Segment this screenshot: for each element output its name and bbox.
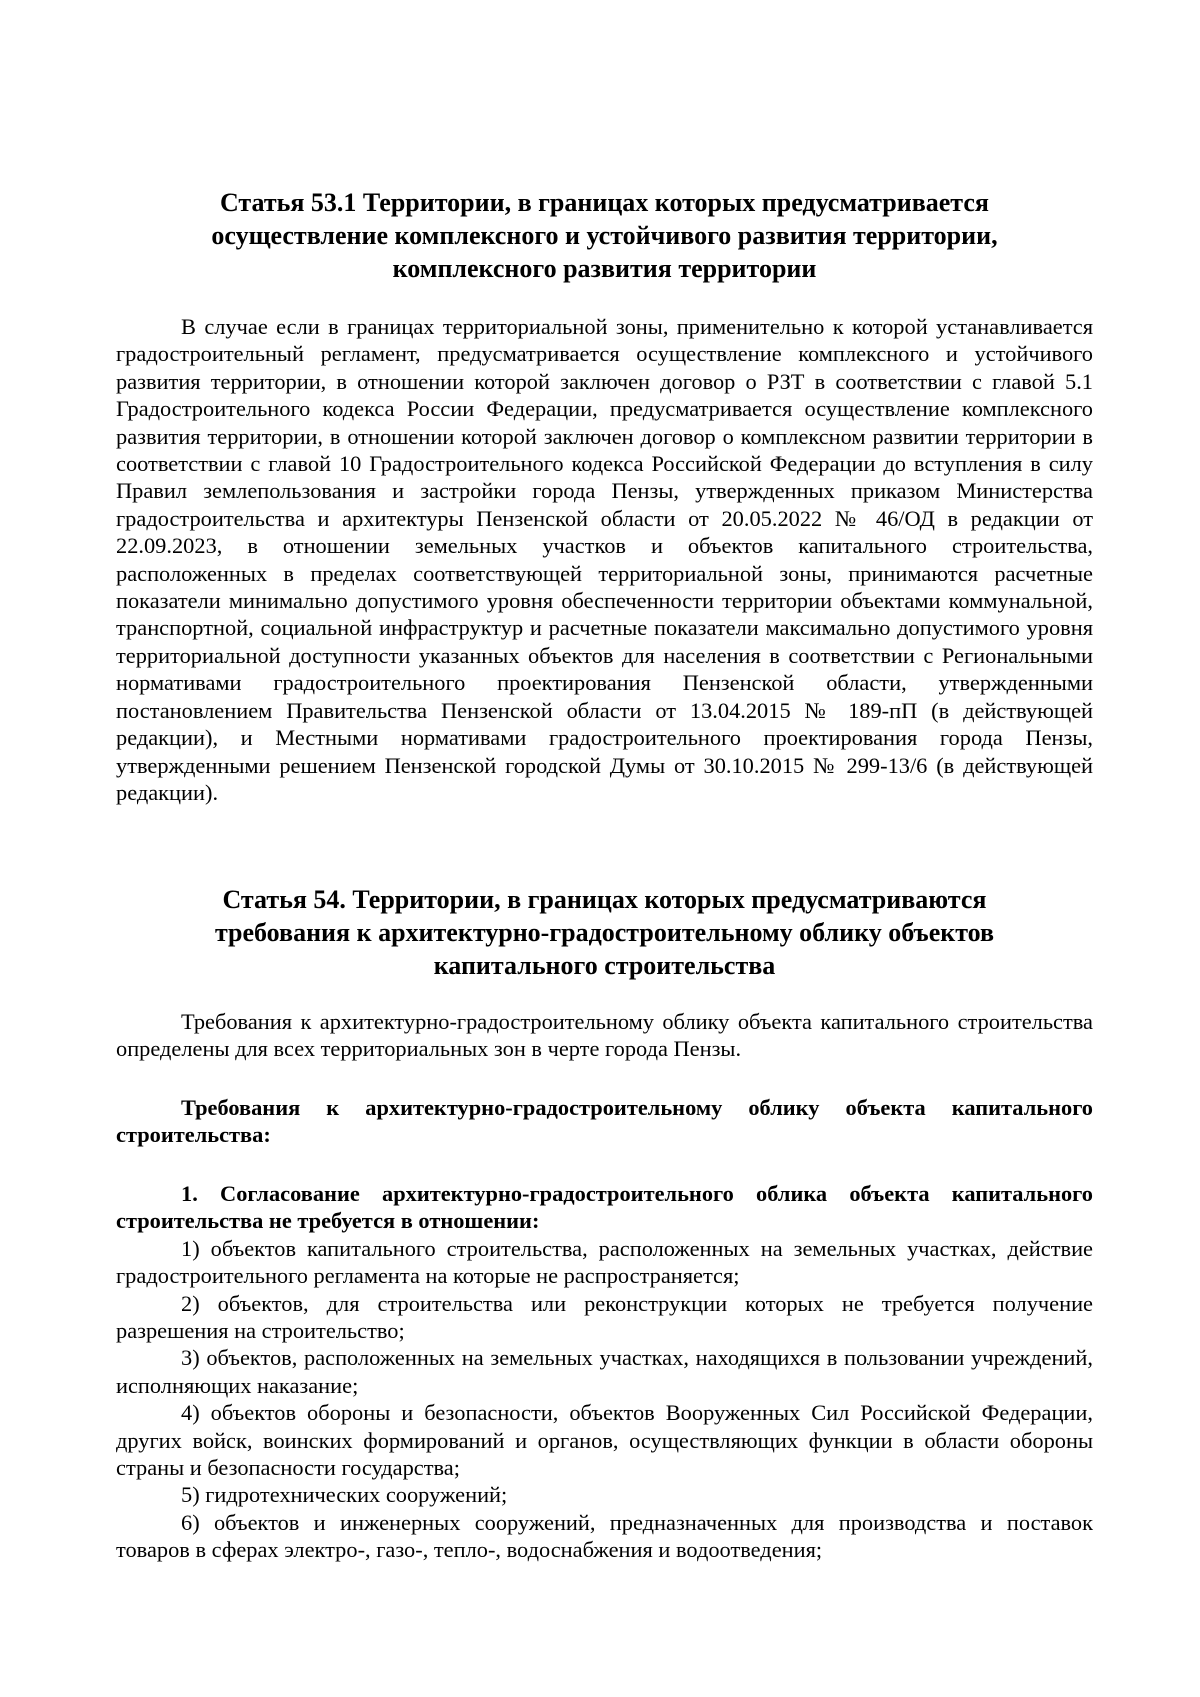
list-item: 4) объектов обороны и безопасности, объектов Вооруженных Сил Российской Федерации, других войск, воинских формирований и органов, осуществляющих функции в области обороны страны и безопасности государства; [116, 1400, 1093, 1481]
list-item: 1) объектов капитального строительства, расположенных на земельных участках, действие градостроительного регламента на которые не распространяется; [116, 1235, 1093, 1289]
title-line: комплексного развития территории [392, 254, 817, 283]
article-53-1-title [116, 186, 1093, 285]
list-item: 3) объектов, расположенных на земельных участках, находящихся в пользовании учреждений, исполняющих наказание; [116, 1345, 1093, 1398]
article-54-title [116, 883, 1093, 982]
requirements-heading: Требования к архитектурно-градостроительному облику объекта капитального строительства: [116, 1095, 1093, 1148]
title-line: Статья 53.1 Территории, в границах которых предусматривается [219, 188, 989, 217]
title-line: осуществление комплексного и устойчивого развития территории, [211, 221, 998, 250]
article-53-1-paragraph: В случае если в границах территориальной зоны, применительно к которой устанавливается градостроительный регламент, предусматривается осуществление комплексного и устойчивого развития территории, в отношении которой заключен договор о РЗТ в соответствии с главой 5.1 Градостроительного кодекса России Федерации, предусматривается осуществление комплексного развития территории, в отношении которой заключен договор о комплексном развитии территории в соответствии с главой 10 Градостроительного кодекса Российской Федерации до вступления в силу Правил землепользования и застройки города Пензы, утвержденных приказом Министерства градостроительства и архитектуры Пензенской области от 20.05.2022 № 46/ОД в редакции от 22.09.2023, в отношении земельных участков и объектов капитального строительства, расположенных в пределах соответствующей территориальной зоны, принимаются расчетные показатели минимально допустимого уровня обеспеченности территории объектами коммунальной, транспортной, социальной инфраструктур и расчетные показатели максимально допустимого уровня территориальной доступности указанных объектов для населения в соответствии с Региональными нормативами градостроительного проектирования Пензенской области, утвержденными постановлением Правительства Пензенской области от 13.04.2015 № 189-пП (в действующей редакции), и Местными нормативами градостроительного проектирования города Пензы, утвержденными решением Пензенской городской Думы от 30.10.2015 № 299-13/6 (в действующей редакции). [116, 314, 1093, 805]
list-item: 6) объектов и инженерных сооружений, предназначенных для производства и поставок товаров в сферах электро-, газо-, тепло-, водоснабжения и водоотведения; [116, 1509, 1093, 1563]
title-line: Статья 54. Территории, в границах которых предусматриваются [222, 885, 987, 914]
title-line: требования к архитектурно-градостроительному облику объектов [214, 918, 995, 947]
list-item: 2) объектов, для строительства или реконструкции которых не требуется получение разрешения на строительство; [116, 1290, 1093, 1344]
article-54-paragraph: Требования к архитектурно-градостроительному облику объекта капитального строительства определены для всех территориальных зон в черте города Пензы. [116, 1009, 1093, 1062]
section-1-heading: 1. Согласование архитектурно-градостроительного облика объекта капитального строительства не требуется в отношении: [116, 1181, 1093, 1234]
list-item: 5) гидротехнических сооружений; [181, 1482, 508, 1508]
section-1 [116, 1180, 1093, 1564]
title-line: капитального строительства [433, 951, 776, 980]
